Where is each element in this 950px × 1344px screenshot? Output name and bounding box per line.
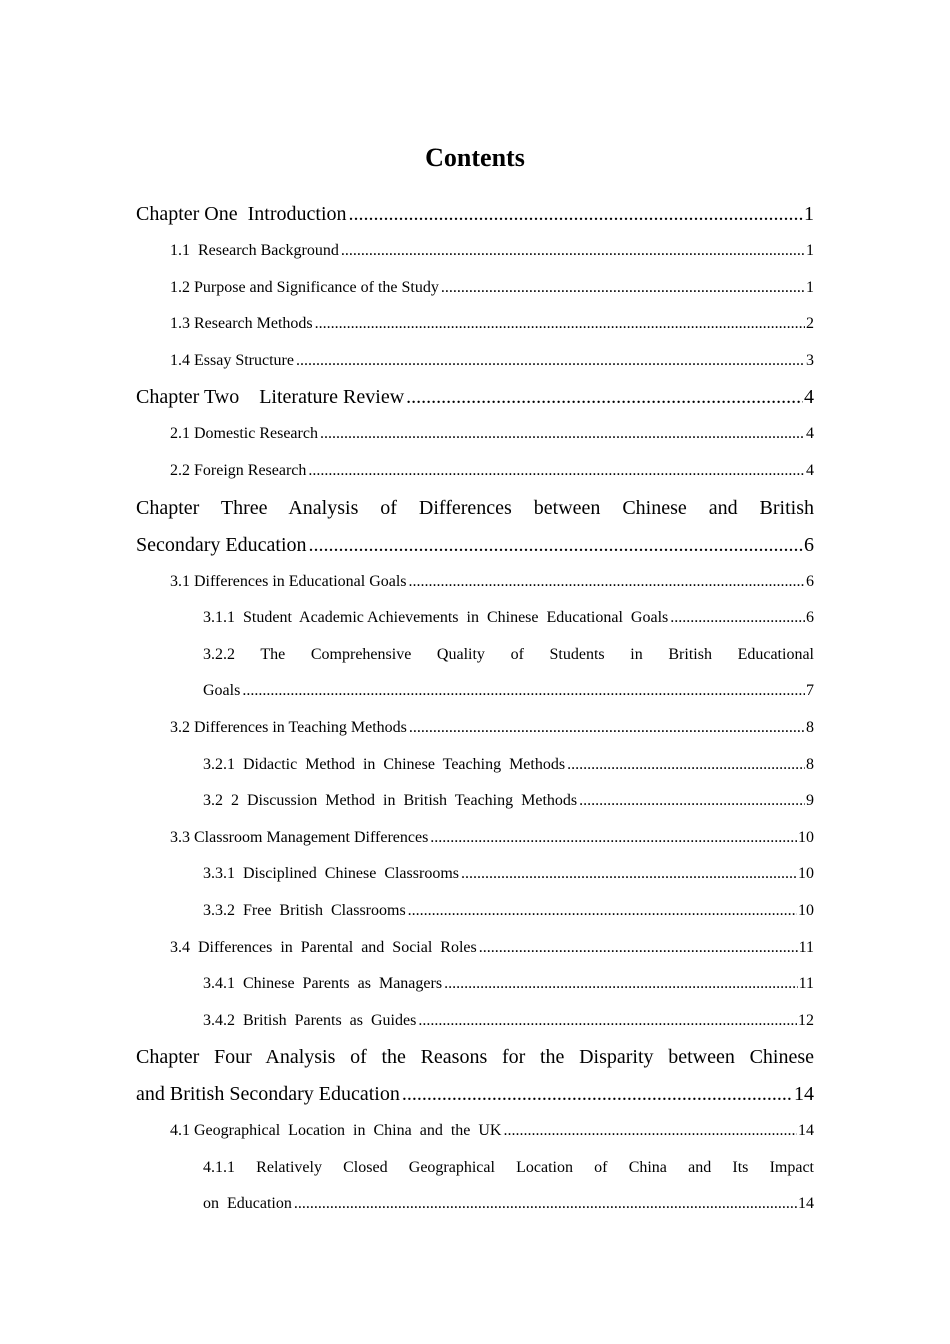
toc-entry-label: 3.1.1 Student Academic Achievements in Chinese Educational Goals [203, 600, 669, 637]
dot-leader [461, 856, 797, 893]
toc-entry-label: 3.2 2 Discussion Method in British Teaching Methods [203, 783, 578, 820]
toc-entry-label: Chapter One Introduction [136, 196, 348, 233]
dot-leader [579, 783, 805, 820]
toc-entry-label: 3.4 Differences in Parental and Social Roles [170, 930, 478, 967]
toc-entry-label: 2.1 Domestic Research [170, 416, 319, 453]
toc-page-number: 9 [806, 792, 814, 810]
toc-entry[interactable] [136, 1076, 814, 1113]
toc-entry[interactable] [136, 930, 814, 967]
toc-page-number: 14 [798, 1195, 814, 1213]
toc-page-number: 4 [804, 386, 814, 409]
toc-entry-first-line[interactable]: 4.1.1 Relatively Closed Geographical Location of China and Its Impact [203, 1158, 814, 1176]
toc-page-number: 1 [806, 278, 814, 296]
toc-page-number: 6 [804, 533, 814, 556]
dot-leader [430, 820, 797, 857]
toc-entry-label: 3.3 Classroom Management Differences [170, 820, 429, 857]
toc-page-number: 1 [806, 242, 814, 259]
toc-page-number: 10 [798, 865, 814, 883]
toc-entry-label: 3.2 Differences in Teaching Methods [170, 710, 408, 747]
toc-entry-label: 3.3.1 Disciplined Chinese Classrooms [203, 856, 460, 893]
toc-entry-label: 3.3.2 Free British Classrooms [203, 893, 407, 930]
toc-page-number: 8 [806, 718, 814, 736]
dot-leader [670, 600, 805, 637]
dot-leader [320, 416, 805, 453]
dot-leader [441, 270, 805, 307]
toc-entry-label: 3.4.2 British Parents as Guides [203, 1003, 417, 1040]
toc-entry[interactable] [136, 416, 814, 453]
toc-page-number: 1 [804, 203, 814, 225]
toc-entry-label: on Education [203, 1186, 293, 1223]
dot-leader [406, 379, 803, 416]
toc-entry[interactable] [136, 1186, 814, 1223]
dot-leader [409, 564, 805, 601]
toc-entry[interactable] [136, 600, 814, 637]
toc-page-number: 8 [806, 755, 814, 773]
toc-page-number: 6 [806, 609, 814, 627]
toc-entry-label: 1.4 Essay Structure [170, 343, 295, 380]
toc-entry-label: 3.2.1 Didactic Method in Chinese Teaching Methods [203, 747, 566, 784]
toc-entry[interactable] [136, 856, 814, 893]
toc-entry[interactable] [136, 527, 814, 564]
toc-entry[interactable] [136, 783, 814, 820]
toc-entry[interactable] [136, 893, 814, 930]
dot-leader [408, 893, 797, 930]
dot-leader [503, 1113, 797, 1150]
toc-entry-label: Secondary Education [136, 527, 308, 564]
toc-entry[interactable] [136, 710, 814, 747]
dot-leader [567, 747, 805, 784]
dot-leader [294, 1186, 797, 1223]
dot-leader [479, 930, 798, 967]
dot-leader [409, 710, 805, 747]
toc-entry-label: 1.2 Purpose and Significance of the Study [170, 270, 440, 307]
dot-leader [402, 1076, 793, 1113]
toc-page-number: 11 [798, 938, 814, 956]
toc-page-number: 11 [798, 975, 814, 993]
toc-page-number: 10 [798, 901, 814, 919]
toc-entry[interactable] [136, 1003, 814, 1040]
toc-page-number: 6 [806, 572, 814, 590]
dot-leader [349, 196, 804, 233]
dot-leader [309, 527, 804, 564]
dot-leader [418, 1003, 797, 1040]
toc-page-number: 14 [794, 1083, 814, 1106]
toc-entry-label: 3.4.1 Chinese Parents as Managers [203, 966, 443, 1003]
toc-entry-first-line[interactable]: Chapter Three Analysis of Differences between Chinese and British [136, 496, 814, 519]
toc-entry-label: 1.1 Research Background [170, 233, 340, 270]
toc-entry[interactable] [136, 820, 814, 857]
toc-entry-first-line[interactable]: 3.2.2 The Comprehensive Quality of Students in British Educational [203, 645, 814, 663]
toc-entry-label: 1.3 Research Methods [170, 306, 314, 343]
toc-entry-label: Goals [203, 673, 241, 710]
toc-page-number: 3 [806, 351, 814, 369]
toc-entry[interactable] [136, 1113, 814, 1150]
toc-entry[interactable] [136, 564, 814, 601]
toc-entry-first-line[interactable]: Chapter Four Analysis of the Reasons for the Disparity between Chinese [136, 1046, 814, 1069]
toc-entry-label: and British Secondary Education [136, 1076, 401, 1113]
toc-entry[interactable] [136, 233, 814, 270]
toc-page-number: 7 [806, 682, 814, 700]
toc-page-number: 2 [806, 315, 814, 333]
toc-entry[interactable] [136, 270, 814, 307]
toc-entry[interactable] [136, 453, 814, 490]
toc-entry[interactable] [136, 306, 814, 343]
dot-leader [296, 343, 805, 380]
toc-page-number: 12 [798, 1011, 814, 1029]
dot-leader [315, 306, 805, 343]
dot-leader [242, 673, 805, 710]
dot-leader [308, 453, 805, 490]
dot-leader [341, 233, 805, 270]
toc-page-number: 4 [806, 425, 814, 443]
toc-entry[interactable] [136, 673, 814, 710]
toc-entry[interactable] [136, 966, 814, 1003]
dot-leader [444, 966, 798, 1003]
toc-entry[interactable] [136, 747, 814, 784]
toc-entry[interactable] [136, 196, 814, 233]
table-of-contents [136, 196, 814, 1223]
toc-page-number: 14 [798, 1122, 814, 1140]
toc-entry-label: 2.2 Foreign Research [170, 453, 307, 490]
toc-entry-label: 3.1 Differences in Educational Goals [170, 564, 408, 601]
toc-entry-label: 4.1 Geographical Location in China and the UK [170, 1113, 502, 1150]
toc-page-number: 4 [806, 461, 814, 479]
toc-entry-label: Chapter Two Literature Review [136, 379, 405, 416]
toc-entry[interactable] [136, 343, 814, 380]
toc-page-number: 10 [798, 828, 814, 846]
page-title: Contents [425, 143, 525, 172]
toc-entry[interactable] [136, 379, 814, 416]
